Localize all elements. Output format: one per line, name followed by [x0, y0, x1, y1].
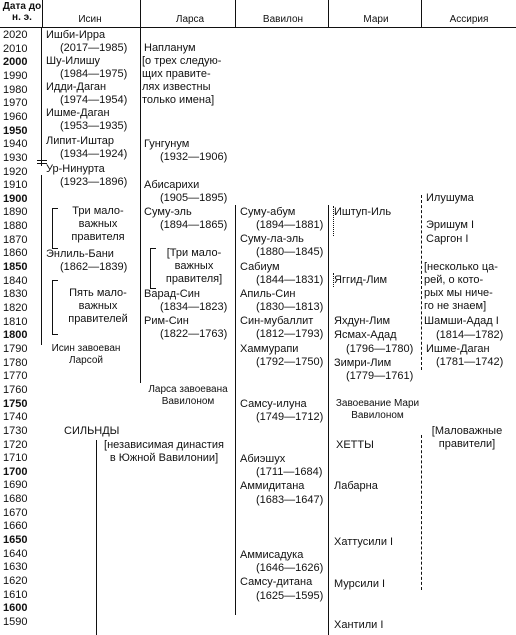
header-babylon: Вавилон — [262, 14, 304, 25]
year-label: 1660 — [3, 520, 28, 533]
ruler-shu-ilishu: Шу-Илишу — [46, 55, 101, 67]
ruler-dates: (1834—1823) — [160, 301, 228, 313]
ruler-enlil-bani: Энлиль-Бани — [46, 248, 114, 260]
ruler-dates: (1894—1865) — [160, 219, 228, 231]
ruler-warad-sin: Варад-Син — [144, 288, 200, 300]
ruler-dates: (1934—1924) — [60, 148, 128, 160]
ruler-sabium: Сабиум — [240, 261, 280, 273]
header-divider — [421, 0, 422, 27]
year-label: 1860 — [3, 247, 28, 260]
bracket — [150, 248, 151, 288]
ruler-dates: (1822—1763) — [160, 328, 228, 340]
larsa-three-names: [о трех следую- щих правите- лях известны только имена] — [142, 55, 222, 106]
ruler-zimri-lim: Зимри-Лим — [334, 357, 392, 369]
year-label: 1620 — [3, 575, 28, 587]
ruler-sumu-la-el: Суму-ла-эль — [240, 233, 304, 245]
year-label: 2000 — [3, 56, 28, 69]
ruler-samsu-iluna: Самсу-илуна — [240, 398, 307, 410]
year-label: 1710 — [3, 452, 28, 465]
ruler-dates: (1905—1895) — [160, 192, 228, 204]
ruler-dates: (1974—1954) — [60, 94, 128, 106]
bracket — [52, 334, 58, 335]
year-label: 2020 — [3, 29, 28, 41]
ruler-labarna: Лабарна — [334, 480, 378, 492]
ruler-apil-sin: Апиль-Син — [240, 288, 296, 300]
ruler-dates: (1796—1780) — [346, 343, 414, 355]
year-label: 1980 — [3, 83, 28, 96]
header-larsa: Ларса — [175, 14, 205, 25]
ruler-dates: (1779—1761) — [346, 370, 414, 382]
year-label: 1670 — [3, 506, 28, 519]
ruler-ammiditana: Аммидитана — [240, 480, 305, 492]
year-label: 1740 — [3, 411, 28, 424]
silnd-label: СИЛЬНДЫ — [64, 425, 120, 437]
ruler-samsu-ditana: Самсу-дитана — [240, 576, 313, 588]
ruler-ishbi-irra: Ишби-Ирра — [46, 29, 106, 41]
ruler-shamshi-adad: Шамши-Адад I — [424, 315, 499, 327]
year-label: 1680 — [3, 493, 28, 506]
ruler-dates: (1792—1750) — [256, 356, 324, 368]
ruler-dates: (1711—1684) — [256, 466, 323, 478]
year-label: 1630 — [3, 561, 28, 574]
ruler-dates: (1923—1896) — [60, 176, 128, 188]
ruler-lipit-ishtar: Липит-Иштар — [46, 135, 115, 147]
ruler-dates: (1984—1975) — [60, 68, 128, 80]
mari-dotted-line — [333, 273, 334, 287]
larsa-line — [140, 28, 141, 383]
ruler-hattusili: Хаттусили I — [334, 536, 394, 548]
year-label: 1890 — [3, 206, 28, 219]
ruler-dates: (1880—1845) — [256, 246, 324, 258]
year-label: 1750 — [3, 397, 28, 410]
southern-dynasty: [независимая династия в Южной Вавилонии] — [104, 439, 224, 464]
year-label: 1690 — [3, 479, 28, 492]
year-label: 1800 — [3, 329, 28, 342]
year-label: 1610 — [3, 588, 28, 601]
ruler-dates: (1932—1906) — [160, 151, 228, 163]
ruler-erishum: Эришум I — [426, 219, 475, 231]
babylon-line — [235, 205, 236, 615]
ruler-sin-muballit: Син-мубаллит — [240, 315, 314, 327]
ruler-yakhdun-lim: Яхдун-Лим — [334, 315, 391, 327]
year-label: 1770 — [3, 370, 28, 383]
ruler-hantili: Хантили I — [334, 619, 384, 631]
header-divider — [328, 0, 329, 27]
ruler-ishtup-il: Иштуп-Иль — [334, 206, 392, 218]
mari-line — [328, 205, 329, 635]
ruler-yaggid-lim: Яггид-Лим — [334, 274, 388, 286]
ruler-sargon: Саргон I — [426, 233, 469, 245]
year-label: 1720 — [3, 438, 28, 451]
ruler-gungunum: Гунгунум — [144, 138, 190, 150]
bracket — [52, 280, 58, 281]
mari-dotted-line — [333, 206, 334, 236]
ruler-ammisaduka: Аммисадука — [240, 549, 304, 561]
ruler-dates: (1812—1793) — [256, 328, 324, 340]
isin-five-minor: Пять мало- важных правителей — [68, 287, 128, 325]
isin-conquered: Исин завоеван Ларсой — [51, 343, 121, 366]
larsa-three-minor: [Три мало- важных правителя] — [165, 247, 223, 285]
header-divider — [235, 0, 236, 27]
larsa-conquered: Ларса завоевана Вавилоном — [148, 384, 228, 407]
ruler-dates: (2017—1985) — [60, 42, 128, 54]
year-label: 1810 — [3, 315, 28, 328]
year-label: 1900 — [3, 192, 28, 205]
ruler-abieshuh: Абиэшух — [240, 453, 286, 465]
ruler-rim-sin: Рим-Син — [144, 315, 189, 327]
southern-line — [96, 440, 97, 635]
header-assyria: Ассирия — [449, 14, 489, 25]
ruler-dates: (1814—1782) — [436, 329, 504, 341]
year-label: 1910 — [3, 179, 28, 192]
year-label: 1790 — [3, 342, 28, 355]
bracket — [52, 208, 53, 248]
mari-conquest: Завоевание Мари Вавилоном — [335, 398, 420, 421]
year-label: 1850 — [3, 261, 28, 274]
ruler-dates: (1625—1595) — [256, 590, 324, 602]
year-label: 1760 — [3, 383, 28, 396]
isin-three-minor: Три мало- важных правителя — [71, 205, 125, 243]
ruler-dates: (1953—1935) — [60, 120, 128, 132]
ruler-dates: (1894—1881) — [256, 219, 324, 231]
ruler-dates: (1862—1839) — [60, 261, 128, 273]
year-label: 1650 — [3, 534, 28, 547]
ruler-dates: (1646—1626) — [256, 562, 324, 574]
year-label: 1640 — [3, 547, 28, 560]
bracket — [52, 280, 53, 334]
ruler-mursili: Мурсили I — [334, 578, 386, 590]
year-label: 1960 — [3, 110, 28, 123]
hittites-label: ХЕТТЫ — [336, 439, 374, 451]
ruler-hammurabi: Хаммурапи — [240, 343, 299, 355]
year-label: 1930 — [3, 151, 28, 164]
ruler-dates: (1749—1712) — [256, 411, 324, 423]
year-label: 1780 — [3, 356, 28, 369]
year-label: 1920 — [3, 165, 28, 178]
ruler-abisarikhi: Абисарихи — [144, 179, 200, 191]
ruler-iddi-dagan: Идди-Даган — [46, 81, 107, 93]
year-label: 1870 — [3, 233, 28, 246]
year-label: 1830 — [3, 288, 28, 301]
ruler-ur-ninurta: Ур-Нинурта — [46, 163, 105, 175]
isin-line — [41, 175, 42, 345]
ruler-ishme-dagan-assyria: Ишме-Даган — [426, 343, 490, 355]
assyria-minor-rulers: [Маловажные правители] — [431, 425, 503, 450]
year-label: 1820 — [3, 302, 28, 314]
ruler-sumu-abum: Суму-абум — [240, 206, 296, 218]
ruler-dates: (1830—1813) — [256, 301, 324, 313]
isin-line — [41, 28, 42, 166]
year-label: 1840 — [3, 274, 28, 287]
header-isin: Исин — [78, 14, 102, 25]
year-label: 1950 — [3, 124, 28, 137]
year-label: 1880 — [3, 220, 28, 233]
header-divider — [140, 0, 141, 27]
ruler-dates: (1683—1647) — [256, 494, 324, 506]
ruler-ilushuma: Илушума — [426, 192, 474, 204]
year-label: 1730 — [3, 424, 28, 437]
break-mark — [37, 160, 47, 161]
ruler-yasmakh-adad: Ясмах-Адад — [334, 329, 397, 341]
header-rule — [0, 27, 516, 28]
ruler-dates: (1844—1831) — [256, 274, 324, 286]
ruler-dates: (1781—1742) — [436, 356, 504, 368]
year-label: 2010 — [3, 42, 28, 55]
year-label: 1600 — [3, 602, 28, 615]
year-label: 1590 — [3, 615, 28, 628]
year-label: 1700 — [3, 465, 28, 478]
assyria-several-kings: [несколько ца- рей, о кото- рых мы ниче- го не знаем] — [424, 261, 498, 312]
year-label: 1990 — [3, 69, 28, 82]
assyria-line — [421, 435, 422, 590]
ruler-ishme-dagan: Ишме-Даган — [46, 107, 110, 119]
year-label: 1970 — [3, 97, 28, 110]
header-date: Дата до н. э. — [2, 1, 42, 23]
ruler-naplanum: Напланум — [144, 42, 196, 54]
ruler-sumu-el: Суму-эль — [144, 206, 192, 218]
header-divider — [42, 0, 43, 27]
assyria-line — [421, 195, 422, 370]
header-mari: Мари — [363, 14, 389, 25]
year-label: 1940 — [3, 138, 28, 151]
